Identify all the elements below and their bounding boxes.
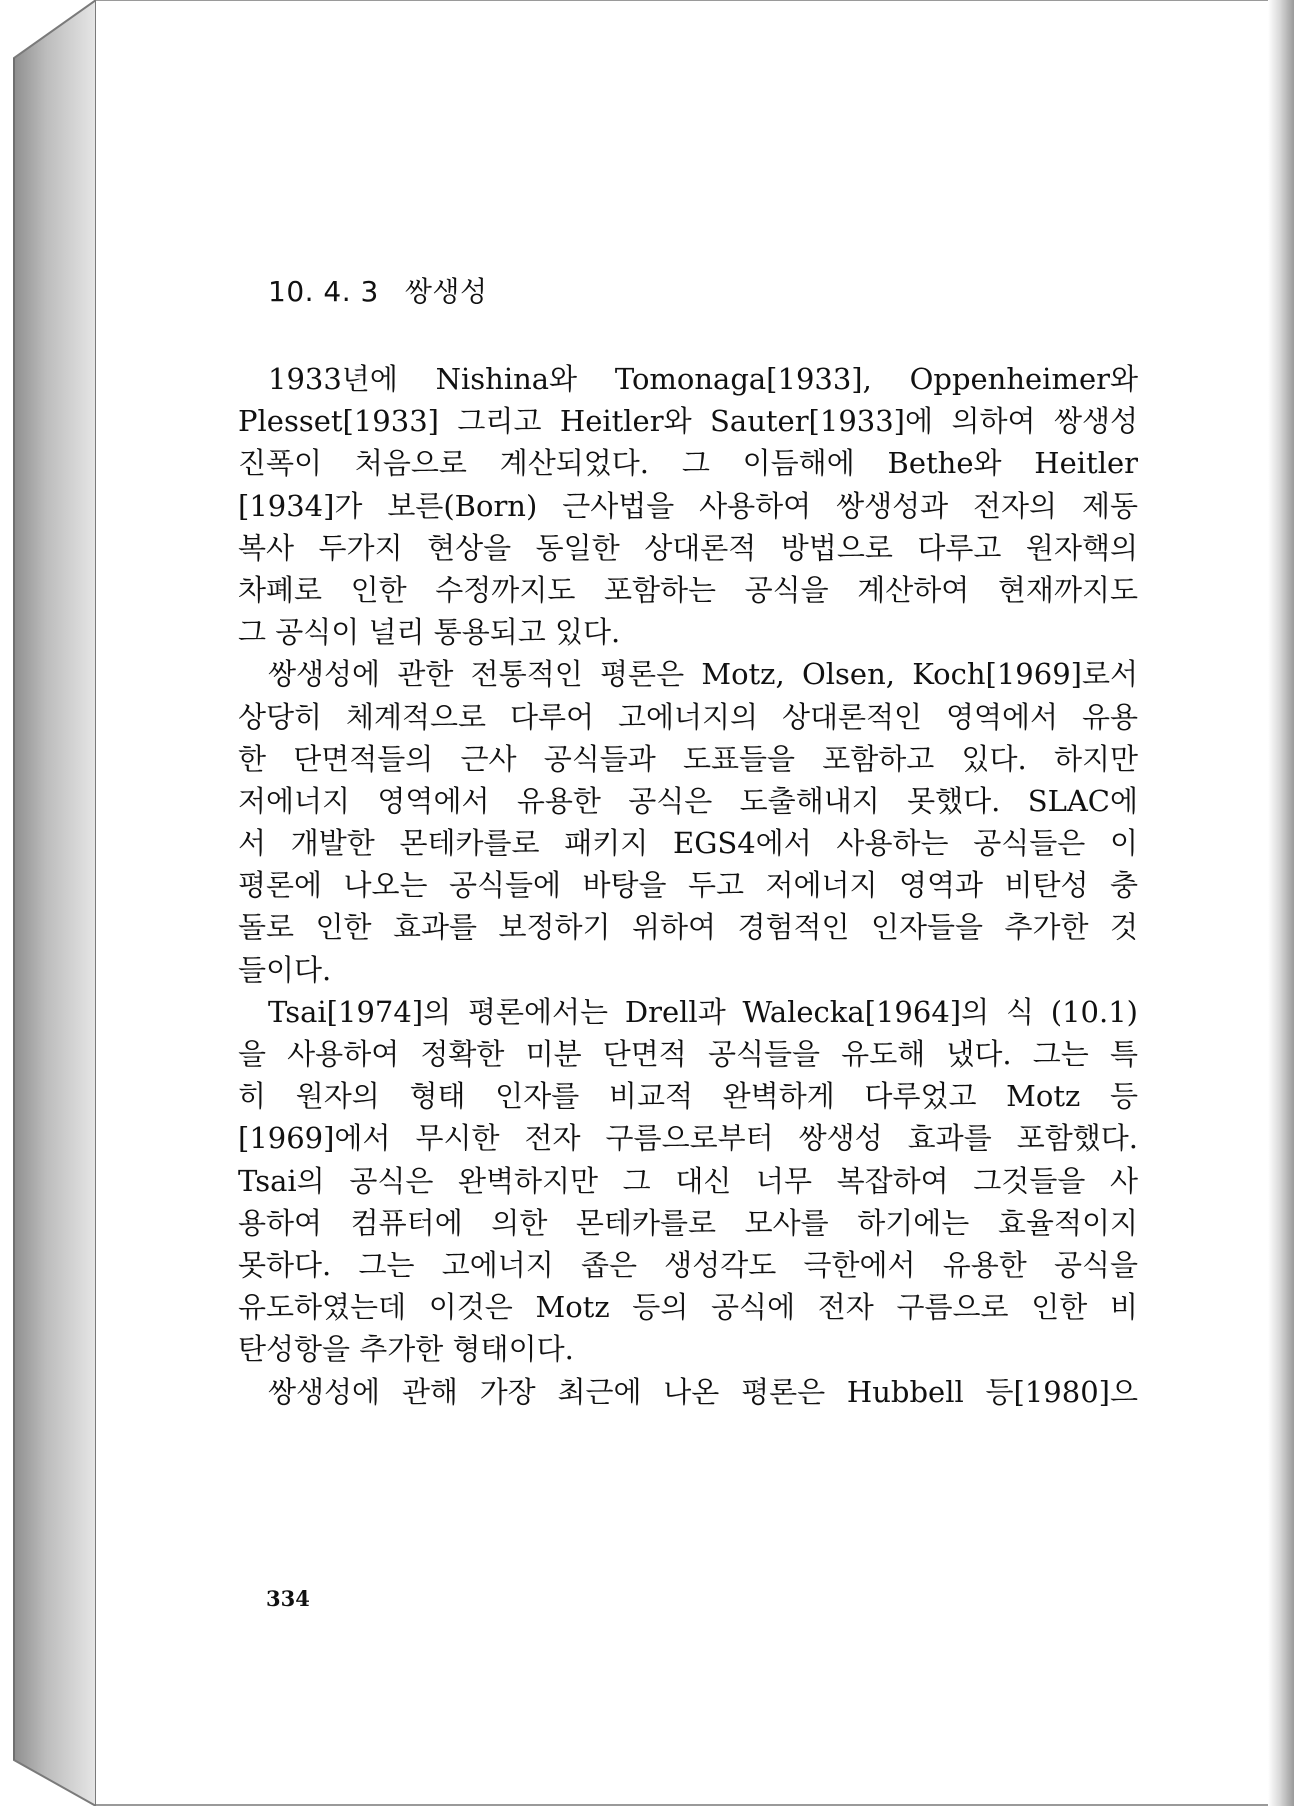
text-line: [1969]에서 무시한 전자 구름으로부터 쌍생성 효과를 포함했다. (238, 1121, 1138, 1156)
text-line: 상당히 체계적으로 다루어 고에너지의 상대론적인 영역에서 유용 (238, 699, 1138, 734)
text-line: 진폭이 처음으로 계산되었다. 그 이듬해에 Bethe와 Heitler (238, 446, 1138, 481)
text-line: 못하다. 그는 고에너지 좁은 생성각도 극한에서 유용한 공식을 (238, 1247, 1138, 1282)
text-line: 들이다. (238, 952, 332, 987)
text-line: 쌍생성에 관한 전통적인 평론은 Motz, Olsen, Koch[1969]로서 (268, 657, 1138, 692)
text-line: 돌로 인한 효과를 보정하기 위하여 경험적인 인자들을 추가한 것 (238, 910, 1138, 945)
text-line: 한 단면적들의 근사 공식들과 도표들을 포함하고 있다. 하지만 (238, 741, 1138, 776)
body-text (238, 358, 1138, 1413)
section-heading (268, 270, 488, 310)
section-number: 10. 4. 3 (268, 275, 379, 308)
text-line: 용하여 컴퓨터에 의한 몬테카를로 모사를 하기에는 효율적이지 (238, 1205, 1138, 1240)
text-line: 그 공식이 널리 통용되고 있다. (238, 615, 621, 650)
text-line: 서 개발한 몬테카를로 패키지 EGS4에서 사용하는 공식들은 이 (238, 826, 1138, 861)
text-line: Tsai[1974]의 평론에서는 Drell과 Walecka[1964]의 식 (10.1) (268, 994, 1138, 1029)
book-spine (0, 0, 96, 1806)
section-title: 쌍생성 (404, 275, 488, 308)
text-line: 히 원자의 형태 인자를 비교적 완벽하게 다루었고 Motz 등 (238, 1079, 1138, 1114)
text-line: Tsai의 공식은 완벽하지만 그 대신 너무 복잡하여 그것들을 사 (238, 1163, 1138, 1198)
text-line: 평론에 나오는 공식들에 바탕을 두고 저에너지 영역과 비탄성 충 (238, 868, 1138, 903)
page-edge-shadow (1268, 0, 1294, 1806)
text-line: Plesset[1933] 그리고 Heitler와 Sauter[1933]에 의하여 쌍생성 (238, 404, 1138, 439)
text-line: 복사 두가지 현상을 동일한 상대론적 방법으로 다루고 원자핵의 (238, 530, 1138, 565)
text-line: 유도하였는데 이것은 Motz 등의 공식에 전자 구름으로 인한 비 (238, 1290, 1138, 1325)
text-line: 탄성항을 추가한 형태이다. (238, 1332, 574, 1367)
text-line: [1934]가 보른(Born) 근사법을 사용하여 쌍생성과 전자의 제동 (238, 488, 1138, 523)
text-line: 을 사용하여 정확한 미분 단면적 공식들을 유도해 냈다. 그는 특 (238, 1037, 1138, 1071)
text-line: 쌍생성에 관해 가장 최근에 나온 평론은 Hubbell 등[1980]으 (268, 1374, 1138, 1409)
text-line: 저에너지 영역에서 유용한 공식은 도출해내지 못했다. SLAC에 (238, 783, 1138, 818)
page-number: 334 (266, 1586, 310, 1611)
text-line: 1933년에 Nishina와 Tomonaga[1933], Oppenheimer와 (268, 362, 1138, 396)
text-line: 차폐로 인한 수정까지도 포함하는 공식을 계산하여 현재까지도 (238, 572, 1138, 607)
